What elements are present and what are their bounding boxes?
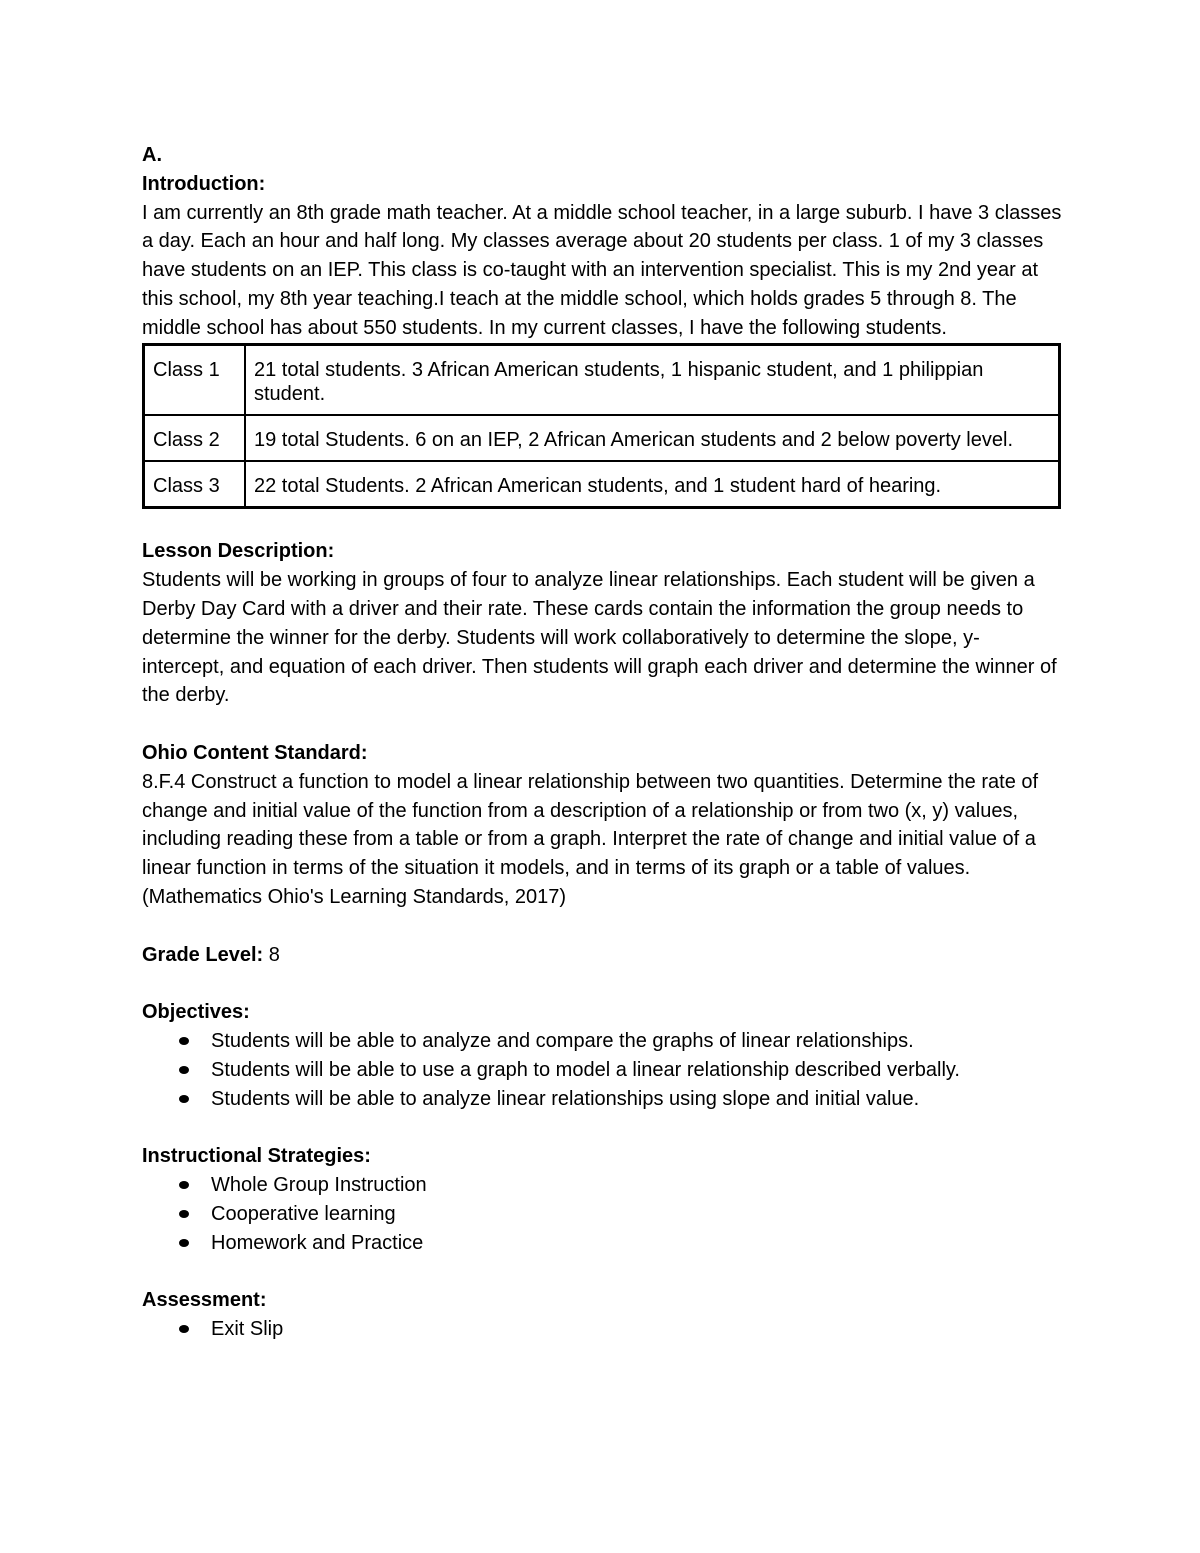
class-name-cell: Class 1 (144, 344, 246, 415)
list-item-text: Students will be able to analyze and compare the graphs of linear relationships. (211, 1029, 914, 1052)
document-page (142, 141, 1062, 1344)
grade-level-line (142, 941, 1062, 970)
bullet-icon (179, 1037, 189, 1045)
bullet-icon (179, 1239, 189, 1247)
objectives-list (142, 1027, 1062, 1113)
strategies-list (142, 1171, 1062, 1257)
spacer (142, 1257, 1062, 1286)
lesson-description-heading: Lesson Description: (142, 540, 335, 563)
spacer (142, 912, 1062, 941)
bullet-icon (179, 1181, 189, 1189)
class-name-cell: Class 3 (144, 461, 246, 508)
assessment-heading: Assessment: (142, 1289, 267, 1312)
classes-table (142, 343, 1061, 509)
table-row (144, 461, 1060, 508)
list-item-text: Exit Slip (211, 1317, 284, 1340)
list-item-text: Students will be able to use a graph to model a linear relationship described verbally. (211, 1058, 960, 1081)
class-description-cell: 22 total Students. 2 African American students, and 1 student hard of hearing. (245, 461, 1060, 508)
spacer (142, 710, 1062, 739)
objectives-heading: Objectives: (142, 1001, 250, 1024)
content-standard-text: 8.F.4 Construct a function to model a linear relationship between two quantities. Determine the rate of change and initial value of the function from a description of a relationship or from two (x, y) values, including reading these from a table or from a graph. Interpret the rate of change and initial value of a linear function in terms of the situation it models, and in terms of its graph or a table of values. (Mathematics Ohio's Learning Standards, 2017) (142, 770, 1039, 908)
list-item (142, 1027, 1062, 1056)
list-item-text: Students will be able to analyze linear relationships using slope and initial value. (211, 1087, 920, 1110)
spacer (142, 1113, 1062, 1142)
list-item (142, 1229, 1062, 1258)
class-description-cell: 19 total Students. 6 on an IEP, 2 African American students and 2 below poverty level. (245, 415, 1060, 461)
section-letter: A. (142, 144, 162, 166)
assessment-list (142, 1315, 1062, 1344)
lesson-description-text: Students will be working in groups of four to analyze linear relationships. Each student will be given a Derby Day Card with a driver and their rate. These cards contain the information the group needs to determine the winner for the derby. Students will work collaboratively to determine the slope, y-intercept, and equation of each driver. Then students will graph each driver and determine the winner of the derby. (142, 569, 1057, 707)
bullet-icon (179, 1095, 189, 1103)
class-name-cell: Class 2 (144, 415, 246, 461)
list-item (142, 1200, 1062, 1229)
list-item-text: Cooperative learning (211, 1202, 396, 1225)
spacer (142, 509, 1062, 538)
list-item (142, 1056, 1062, 1085)
spacer (142, 969, 1062, 998)
introduction-text: I am currently an 8th grade math teacher. At a middle school teacher, in a large suburb. I have 3 classes a day. Each an hour and half long. My classes average about 20 students per class. 1 of my 3 classes have students on an IEP. This class is co-taught with an intervention specialist. This is my 2nd year at this school, my 8th year teaching.I teach at the middle school, which holds grades 5 through 8. The middle school has about 550 students. In my current classes, I have the following students. (142, 201, 1062, 339)
class-description-cell: 21 total students. 3 African American students, 1 hispanic student, and 1 philippian student. (245, 344, 1060, 415)
table-row (144, 344, 1060, 415)
table-row (144, 415, 1060, 461)
list-item (142, 1171, 1062, 1200)
list-item-text: Homework and Practice (211, 1231, 424, 1254)
grade-level-value: 8 (268, 943, 280, 966)
bullet-icon (179, 1210, 189, 1218)
introduction-heading: Introduction: (142, 172, 266, 195)
bullet-icon (179, 1066, 189, 1074)
bullet-icon (179, 1325, 189, 1333)
list-item-text: Whole Group Instruction (211, 1173, 427, 1196)
list-item (142, 1085, 1062, 1114)
content-standard-heading: Ohio Content Standard: (142, 741, 368, 764)
list-item (142, 1315, 1062, 1344)
instructional-strategies-heading: Instructional Strategies: (142, 1145, 371, 1168)
grade-level-heading: Grade Level: (142, 943, 264, 966)
